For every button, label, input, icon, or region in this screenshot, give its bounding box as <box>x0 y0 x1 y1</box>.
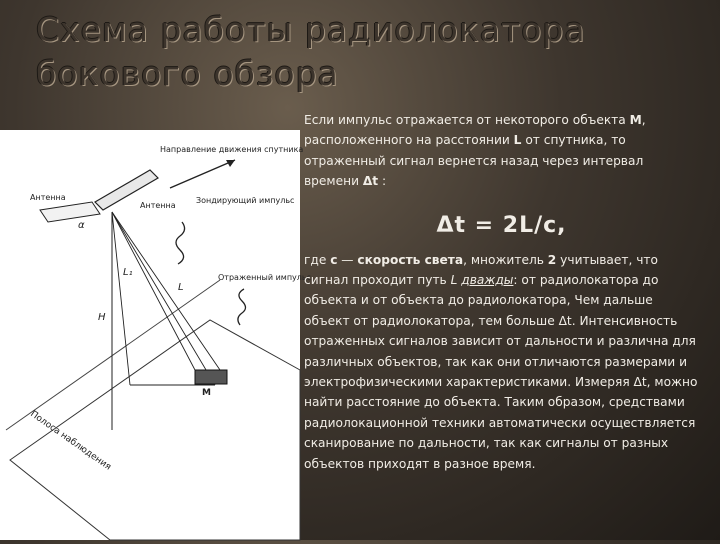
object-M <box>195 370 227 384</box>
p1-text-1: Если импульс отражается от некоторого объекта <box>304 113 630 127</box>
paragraph-2 <box>304 250 699 474</box>
label-probe-pulse: Зондирующий импульс <box>196 196 295 205</box>
label-L: L <box>178 282 184 293</box>
p1-text-3: от спутника, то отраженный сигнал вернется назад через интервал времени <box>304 133 644 189</box>
p2-italic-L: L <box>450 273 458 288</box>
p1-text-4: : <box>378 174 387 189</box>
radar-diagram-svg <box>0 130 312 540</box>
p2-text-4: учитывает, что сигнал проходит путь <box>304 252 658 288</box>
strip-edge-line <box>6 280 220 430</box>
label-antenna-left: Антенна <box>30 193 66 202</box>
p2-text-2: — <box>337 252 358 267</box>
p1-bold-M: М <box>629 113 642 127</box>
label-H: H <box>98 312 106 323</box>
label-L1: L₁ <box>123 267 133 278</box>
reflected-pulse-wave <box>238 289 246 325</box>
p2-bold-c: с <box>330 252 338 267</box>
p1-bold-dt: Δt <box>362 174 379 189</box>
label-reflected-pulse: Отраженный импульс <box>218 273 312 282</box>
antenna-panel <box>40 202 100 222</box>
direction-arrow <box>170 160 235 188</box>
p2-text-6: : от радиолокатора до объекта и от объекта до радиолокатора, Чем дальше объект от радиолокатора, тем больше Δt. Интенсивность отраженных сигналов зависит от дальности и различна для различных объектов, так как они отличаются размерами и электрофизическими характеристиками. Измеряя Δt, можно найти расстояние до объекта. Таким образом, средствами радиолокационной техники автоматически осуществляется сканирование по дальности, так как сигналы от разных объектов приходят в разное время. <box>304 273 698 471</box>
radar-diagram <box>0 130 312 540</box>
p2-underline-twice: дважды <box>461 273 514 288</box>
p2-text-1: где <box>304 252 331 267</box>
probe-pulse-wave <box>176 222 185 264</box>
label-alpha: α <box>78 220 85 231</box>
paragraph-1 <box>304 110 699 192</box>
label-M: M <box>202 388 211 398</box>
label-antenna-right: Антенна <box>140 201 176 210</box>
p2-bold-2: 2 <box>547 252 557 267</box>
p1-bold-L: L <box>513 133 522 148</box>
p1-text-2: , расположенного на расстоянии <box>304 113 646 148</box>
slide-title: Схема работы радиолокатора бокового обзора <box>36 10 586 93</box>
body-text <box>304 110 699 474</box>
formula: Δt = 2L/c, <box>436 212 567 238</box>
label-direction: Направление движения спутника <box>160 145 304 154</box>
p2-bold-speed: скорость света <box>357 252 464 267</box>
p2-text-3: , множитель <box>463 252 548 267</box>
label-strip: Полоса наблюдения <box>28 409 113 473</box>
